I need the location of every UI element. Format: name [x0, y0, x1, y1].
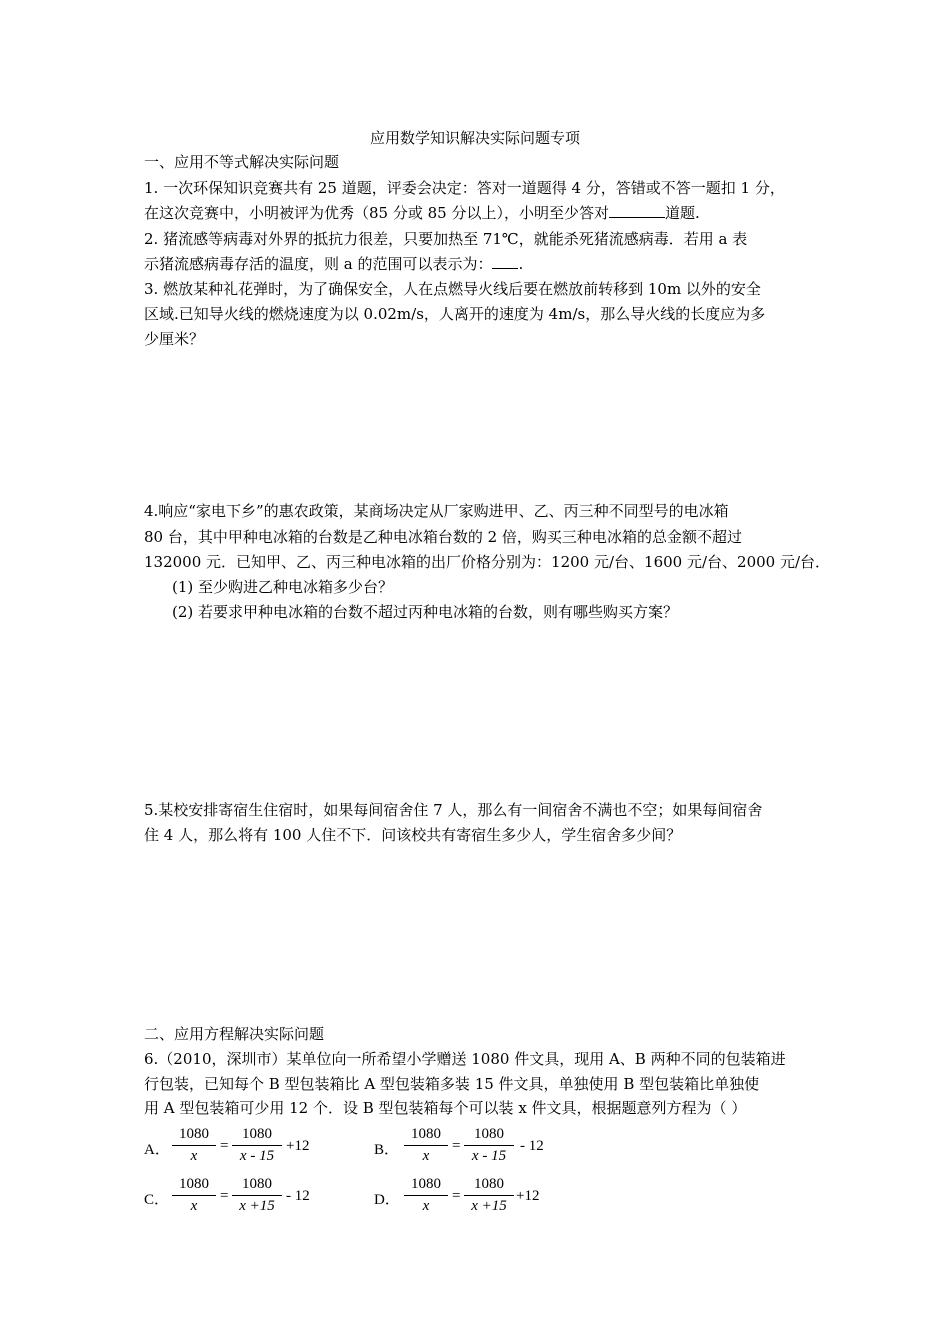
numerator: 1080: [179, 1126, 209, 1142]
q2-line1: 2. 猪流感等病毒对外界的抵抗力很差，只要加热至 71℃，就能杀死猪流感病毒．若用 a 表: [144, 230, 748, 248]
q5-line1: 5.某校安排寄宿生住宿时，如果每间宿舍住 7 人，那么有一间宿舍不满也不空；如果每间宿舍: [144, 801, 763, 819]
q1-line2-text: 在这次竞赛中，小明被评为优秀（85 分或 85 分以上），小明至少答对: [144, 204, 609, 222]
option-label: C．: [144, 1192, 170, 1208]
fraction-bar: [172, 1195, 216, 1196]
denominator: x: [422, 1198, 430, 1214]
q3-line2: 区域.已知导火线的燃烧速度为以 0.02m/s，人离开的速度为 4m/s，那么导火线的长度应为多: [144, 305, 766, 323]
fraction-right: [464, 1126, 514, 1165]
section-heading-inequality: 一、应用不等式解决实际问题: [144, 153, 340, 171]
fraction-left: [172, 1176, 216, 1215]
option-c: [144, 1176, 344, 1236]
q5-line2: 住 4 人，那么将有 100 人住不下．问该校共有寄宿生多少人，学生宿舍多少间？: [144, 826, 682, 844]
denominator: x +15: [471, 1198, 507, 1214]
option-tail: - 12: [520, 1138, 544, 1154]
denominator: x: [190, 1148, 198, 1164]
q1-answer-blank: [609, 203, 665, 218]
fraction-right: [232, 1126, 282, 1165]
numerator: 1080: [411, 1176, 441, 1192]
numerator: 1080: [242, 1176, 272, 1192]
equals-sign: =: [452, 1188, 461, 1204]
denominator: x: [422, 1148, 430, 1164]
q1-line1: 1. 一次环保知识竞赛共有 25 道题，评委会决定：答对一道题得 4 分，答错或不答一题扣 1 分，: [144, 179, 785, 197]
option-label: A．: [144, 1142, 170, 1158]
fraction-bar: [232, 1145, 282, 1146]
option-label: D．: [374, 1192, 400, 1208]
equals-sign: =: [220, 1188, 229, 1204]
option-tail: +12: [516, 1188, 540, 1204]
fraction-bar: [232, 1195, 282, 1196]
q4-sub1: (1) 至少购进乙种电冰箱多少台？: [172, 578, 394, 596]
numerator: 1080: [411, 1126, 441, 1142]
q4-line1: 4.响应“家电下乡”的惠农政策，某商场决定从厂家购进甲、乙、丙三种不同型号的电冰箱: [144, 502, 729, 520]
q3-line1: 3. 燃放某种礼花弹时，为了确保安全，人在点燃导火线后要在燃放前转移到 10m 以外的安全: [144, 280, 761, 298]
fraction-bar: [464, 1145, 514, 1146]
fraction-right: [464, 1176, 514, 1215]
q2-line2-text: 示猪流感病毒存活的温度，则 a 的范围可以表示为：: [144, 255, 493, 273]
section-heading-equation: 二、应用方程解决实际问题: [144, 1025, 325, 1043]
q6-line3: 用 A 型包装箱可少用 12 个．设 B 型包装箱每个可以装 x 件文具，根据题意列方程为（ ）: [144, 1099, 747, 1117]
fraction-bar: [404, 1145, 448, 1146]
option-tail: +12: [286, 1138, 310, 1154]
q2-answer-blank: [492, 254, 518, 269]
equals-sign: =: [220, 1138, 229, 1154]
denominator: x +15: [239, 1198, 275, 1214]
q4-line2: 80 台，其中甲种电冰箱的台数是乙种电冰箱台数的 2 倍，购买三种电冰箱的总金额不超过: [144, 528, 742, 546]
fraction-left: [172, 1126, 216, 1165]
q2-line2: [144, 254, 523, 274]
equals-sign: =: [452, 1138, 461, 1154]
q4-sub2: (2) 若要求甲种电冰箱的台数不超过丙种电冰箱的台数，则有哪些购买方案？: [172, 603, 679, 621]
option-label: B．: [374, 1142, 400, 1158]
fraction-right: [232, 1176, 282, 1215]
q1-line2: [144, 203, 700, 223]
q2-line2-end: .: [518, 255, 524, 273]
q6-line2: 行包装，已知每个 B 型包装箱比 A 型包装箱多装 15 件文具，单独使用 B 型包装箱比单独使: [144, 1075, 760, 1093]
fraction-bar: [464, 1195, 514, 1196]
fraction-bar: [404, 1195, 448, 1196]
denominator: x - 15: [471, 1148, 507, 1164]
numerator: 1080: [474, 1176, 504, 1192]
fraction-left: [404, 1176, 448, 1215]
q3-line3: 少厘米？: [144, 330, 205, 348]
denominator: x: [190, 1198, 198, 1214]
option-d: [374, 1176, 574, 1236]
numerator: 1080: [179, 1176, 209, 1192]
fraction-left: [404, 1126, 448, 1165]
q1-line2-end: 道题.: [664, 204, 700, 222]
numerator: 1080: [474, 1126, 504, 1142]
numerator: 1080: [242, 1126, 272, 1142]
option-tail: - 12: [286, 1188, 310, 1204]
denominator: x - 15: [239, 1148, 275, 1164]
page-title: 应用数学知识解决实际问题专项: [369, 129, 580, 147]
q6-line1: 6.（2010，深圳市）某单位向一所希望小学赠送 1080 件文具，现用 A、B 两种不同的包装箱进: [144, 1050, 786, 1068]
fraction-bar: [172, 1145, 216, 1146]
q4-line3: 132000 元．已知甲、乙、丙三种电冰箱的出厂价格分别为：1200 元/台、1600 元/台、2000 元/台．: [144, 553, 831, 571]
